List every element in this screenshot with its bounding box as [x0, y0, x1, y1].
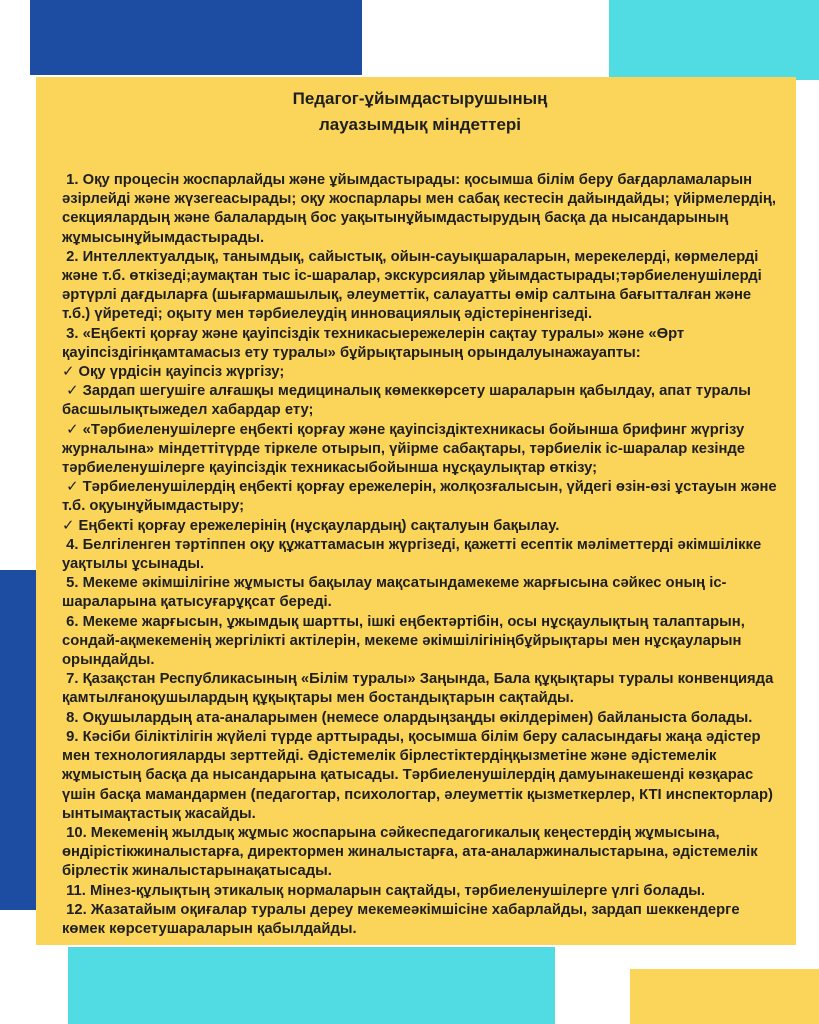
decor-rect-blue-top-left: [30, 0, 362, 75]
document-title: [62, 86, 778, 138]
duty-item-7: 7. Қазақстан Республикасының «Білім туралы» Заңында, Бала құқықтары туралы конвенцияда қамтылғаноқушылардың құқықтары мен бостандықтарын сақтайды.: [62, 671, 778, 707]
duty-item-12: 12. Жазатайым оқиғалар туралы дереу мекемеәкімшісіне хабарлайды, зардап шеккендерге көмек көрсетушараларын қабылдайды.: [62, 901, 744, 937]
decor-rect-blue-left: [0, 570, 36, 910]
duty-item-4: 4. Белгіленген тәртіппен оқу құжаттамасын жүргізеді, қажетті есептік мәліметтерді әкімшілікке уақтылы ұсынады.: [62, 536, 766, 573]
duty-item-11: 11. Мінез-құлықтың этикалық нормаларын сақтайды, тәрбиеленушілерге үлгі болады.: [62, 882, 706, 899]
document-title-line1: Педагог-ұйымдастырушының: [292, 89, 548, 108]
duty-check-item-5: ✓ Еңбекті қорғау ережелерінің (нұсқаулардың) сақталуын бақылау.: [62, 517, 560, 534]
duty-item-6: 6. Мекеме жарғысын, ұжымдық шартты, ішкі еңбектәртібін, осы нұсқаулықтың талаптарын, сондай-ақмекеменің жергілікті актілерін, мекеме әкімшілігініңбұйрықтары мен нұсқауларын орындайды.: [62, 613, 749, 669]
document-card: [36, 77, 796, 945]
duty-item-3: 3. «Еңбекті қорғау және қауіпсіздік техникасыережелерін сақтау туралы» және «Өрт қауіпсіздігінқамтамасыз ету туралы» бұйрықтарының орындалуынажауапты:: [62, 325, 689, 361]
decor-rect-cyan-bottom-left: [68, 947, 555, 1024]
document-title-line2: лауазымдық міндеттері: [318, 115, 522, 134]
decor-rect-yellow-bottom-right: [630, 969, 819, 1024]
duty-item-8: 8. Оқушылардың ата-аналарымен (немесе олардыңзаңды өкілдерімен) байланыста болады.: [62, 709, 753, 726]
duty-check-item-4: ✓ Тәрбиеленушілердің еңбекті қорғау ережелерін, жолқозғалысын, үйдегі өзін-өзі ұстауын және т.б. оқуынұйымдастыру;: [62, 479, 781, 515]
duty-item-2: 2. Интеллектуалдық, танымдық, сайыстық, ойын-сауықшараларын, мерекелерді, көрмелерді және т.б. өткізеді;аумақтан тыс іс-шаралар, экскурсиялар ұйымдастырады;тәрбиеленушілерді әртүрлі дағдыларға (шығармашылық, әлеуметтік, салауатты өмір салтына бағытталған және т.б.) үйретеді; оқыту мен тәрбиелеудің инновациялық әдістеріненгізеді.: [62, 248, 766, 323]
duty-check-item-3: ✓ «Тәрбиеленушілерге еңбекті қорғау және қауіпсіздіктехникасы бойынша брифинг жүргізу журналына» міндеттітүрде тіркеле отырып, үйірме сабақтары, тәрбиелік іс-шаралар кезінде тәрбиеленушілерге қауіпсіздік техникасыбойынша нұсқаулықтар өткізу;: [62, 421, 750, 477]
duty-check-item-2: ✓ Зардап шегушіге алғашқы медициналық көмеккөрсету шараларын қабылдау, апат туралы басшылықтыжедел хабардар ету;: [62, 383, 755, 419]
duty-item-5: 5. Мекеме әкімшілігіне жұмысты бақылау мақсатындамекеме жарғысына сәйкес оның іс-шараларына қатысуғарұқсат береді.: [62, 575, 727, 611]
duty-check-item-1: ✓ Оқу үрдісін қауіпсіз жүргізу;: [62, 364, 285, 381]
document-body: [62, 171, 781, 939]
duty-item-9: 9. Кәсіби біліктілігін жүйелі түрде арттырады, қосымша білім беру саласындағы жаңа әдістер мен технологияларды зерттейді. Әдістемелік бірлестіктердіңқызметіне және әдістемелік жұмыстың басқа да нысандарына қатысады. Тәрбиеленушілердің дамуынакешенді көзқарас үшін басқа мамандармен (педагогтар, психологтар, әлеуметтік қызметкерлер, КТІ инспекторлар) ынтымақтастық жасайды.: [62, 728, 778, 822]
duty-item-10: 10. Мекеменің жылдық жұмыс жоспарына сәйкеспедагогикалық кеңестердің жұмысына, өндірістікжиналыстарға, директормен жиналыстарға, ата-аналаржиналыстарына, әдістемелік бірлестік жиналыстарынақатысады.: [62, 824, 762, 880]
decor-rect-cyan-top-right: [609, 0, 819, 80]
duty-item-1: 1. Оқу процесін жоспарлайды және ұйымдастырады: қосымша білім беру бағдарламаларын әзірлейді және жүзегеасырады; оқу жоспарлары мен сабақ кестесін дайындайды; үйірмелердің, секциялардың және балалардың бос уақытынұйымдастырудың басқа да нысандарының жұмысынұйымдастырады.: [62, 172, 781, 246]
